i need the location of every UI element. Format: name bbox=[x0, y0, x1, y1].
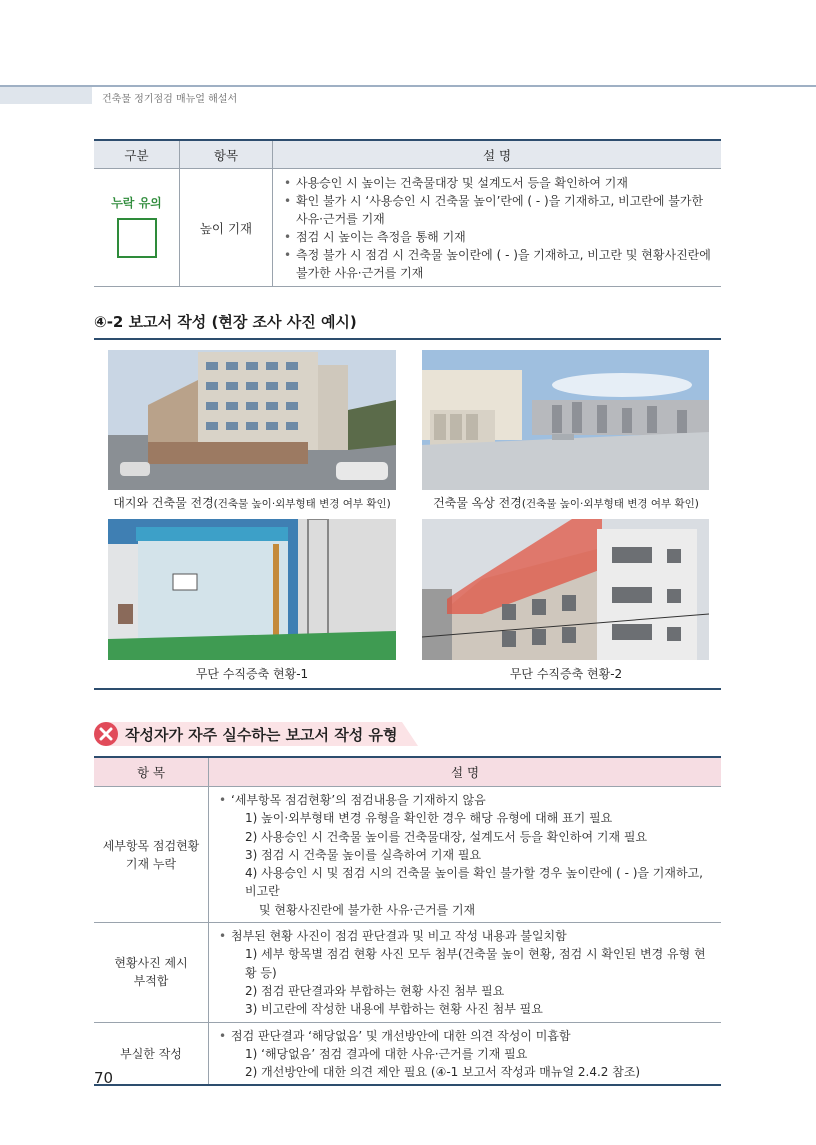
bullet: • 첨부된 현황 사진이 점검 판단결과 및 비고 작성 내용과 불일치함 bbox=[219, 927, 715, 945]
sub-item: 2) 사용승인 시 건축물 높이를 건축물대장, 설계도서 등을 확인하여 기재 필요 bbox=[245, 829, 648, 844]
sub-item: 3) 점검 시 건축물 높이를 실측하여 기재 필요 bbox=[245, 847, 482, 862]
caption-main: 대지와 건축물 전경 bbox=[113, 496, 214, 510]
bullet-3: • 점검 시 높이는 측정을 통해 기재 bbox=[284, 228, 714, 246]
bullet-2: • 확인 불가 시 ‘사용승인 시 건축물 높이’란에 ( - )을 기재하고, 비고란에 불가한 사유·근거를 기재 bbox=[284, 192, 714, 228]
photo-rooftop bbox=[422, 350, 709, 490]
photo-caption-2 bbox=[416, 494, 716, 511]
photo-caption-3: 무단 수직증축 현황-1 bbox=[195, 667, 309, 681]
sub-item: 4) 사용승인 시 및 점검 시의 건축물 높이를 확인 불가할 경우 높이란에 ( - )을 기재하고, 비고란 bbox=[245, 866, 703, 899]
photos-bottom-rule bbox=[94, 688, 721, 690]
caption-sub: (건축물 높이·외부형태 변경 여부 확인) bbox=[521, 498, 699, 510]
running-title: 건축물 정기점검 매뉴얼 해설서 bbox=[102, 94, 238, 105]
photo-vertical-extension-1 bbox=[108, 519, 396, 660]
table-row bbox=[94, 923, 721, 1022]
sub-item: 3) 비고란에 작성한 내용에 부합하는 현황 사진 첨부 필요 bbox=[245, 1002, 543, 1017]
row-description bbox=[209, 923, 722, 1022]
row-description bbox=[209, 787, 722, 923]
photo-caption-4: 무단 수직증축 현황-2 bbox=[509, 667, 623, 681]
item-line: 기재 누락 bbox=[125, 856, 177, 871]
section-heading: ④-2 보고서 작성 (현장 조사 사진 예시) bbox=[94, 313, 357, 331]
sub-item: 2) 개선방안에 대한 의견 제안 필요 (④-1 보고서 작성과 매뉴얼 2.4.2 참조) bbox=[245, 1065, 641, 1080]
item-line: 세부항목 점검현황 bbox=[102, 838, 200, 853]
header-rule bbox=[0, 85, 816, 87]
guidance-table bbox=[94, 139, 721, 287]
col-description: 설 명 bbox=[273, 140, 722, 169]
col-item: 항목 bbox=[180, 140, 273, 169]
item-line: 부적합 bbox=[133, 974, 169, 989]
row-description bbox=[209, 1022, 722, 1085]
description-cell bbox=[273, 169, 722, 287]
col-description: 설 명 bbox=[209, 757, 722, 787]
row-item bbox=[94, 787, 209, 923]
category-label: 누락 유의 bbox=[111, 196, 162, 210]
item-cell: 높이 기재 bbox=[180, 169, 273, 287]
caption-sub: (건축물 높이·외부형태 변경 여부 확인) bbox=[213, 498, 391, 510]
photo-caption-1 bbox=[100, 494, 404, 511]
caption-main: 건축물 옥상 전경 bbox=[433, 496, 522, 510]
sub-item: 1) 세부 항목별 점검 현황 사진 모두 첨부(건축물 높이 현황, 점검 시 확인된 변경 유형 현황 등) bbox=[245, 947, 706, 980]
mistakes-table bbox=[94, 756, 721, 1086]
item-line: 현황사진 제시 bbox=[114, 956, 188, 971]
photo-vertical-extension-2 bbox=[422, 519, 709, 660]
sub-item: 2) 점검 판단결과와 부합하는 현황 사진 첨부 필요 bbox=[245, 983, 505, 998]
bullet-4: • 측정 불가 시 점검 시 건축물 높이란에 ( - )을 기재하고, 비고란 및 현황사진란에 불가한 사유·근거를 기재 bbox=[284, 246, 714, 282]
header-tab bbox=[0, 87, 92, 104]
photo-site-building bbox=[108, 350, 396, 490]
row-item bbox=[94, 923, 209, 1022]
close-x-icon bbox=[94, 722, 120, 748]
checkbox-square-icon bbox=[117, 218, 157, 258]
item-line: 부실한 작성 bbox=[120, 1046, 182, 1061]
table-row bbox=[94, 787, 721, 923]
table-row bbox=[94, 1022, 721, 1085]
col-item: 항 목 bbox=[94, 757, 209, 787]
bullet: • ‘세부항목 점검현황’의 점검내용을 기재하지 않음 bbox=[219, 791, 715, 809]
sub-item: 1) 높이·외부형태 변경 유형을 확인한 경우 해당 유형에 대해 표기 필요 bbox=[245, 811, 613, 826]
bullet-1: • 사용승인 시 높이는 건축물대장 및 설계도서 등을 확인하여 기재 bbox=[284, 174, 714, 192]
sub-item-continued: 및 현황사진란에 불가한 사유·근거를 기재 bbox=[259, 902, 476, 917]
category-cell bbox=[94, 169, 180, 287]
page-number: 70 bbox=[94, 1069, 114, 1087]
col-category: 구분 bbox=[94, 140, 180, 169]
mistakes-banner-title: 작성자가 자주 실수하는 보고서 작성 유형 bbox=[125, 726, 398, 744]
section-rule bbox=[94, 338, 721, 340]
bullet: • 점검 판단결과 ‘해당없음’ 및 개선방안에 대한 의견 작성이 미흡함 bbox=[219, 1027, 715, 1045]
sub-item: 1) ‘해당없음’ 점검 결과에 대한 사유·근거를 기재 필요 bbox=[245, 1046, 528, 1061]
